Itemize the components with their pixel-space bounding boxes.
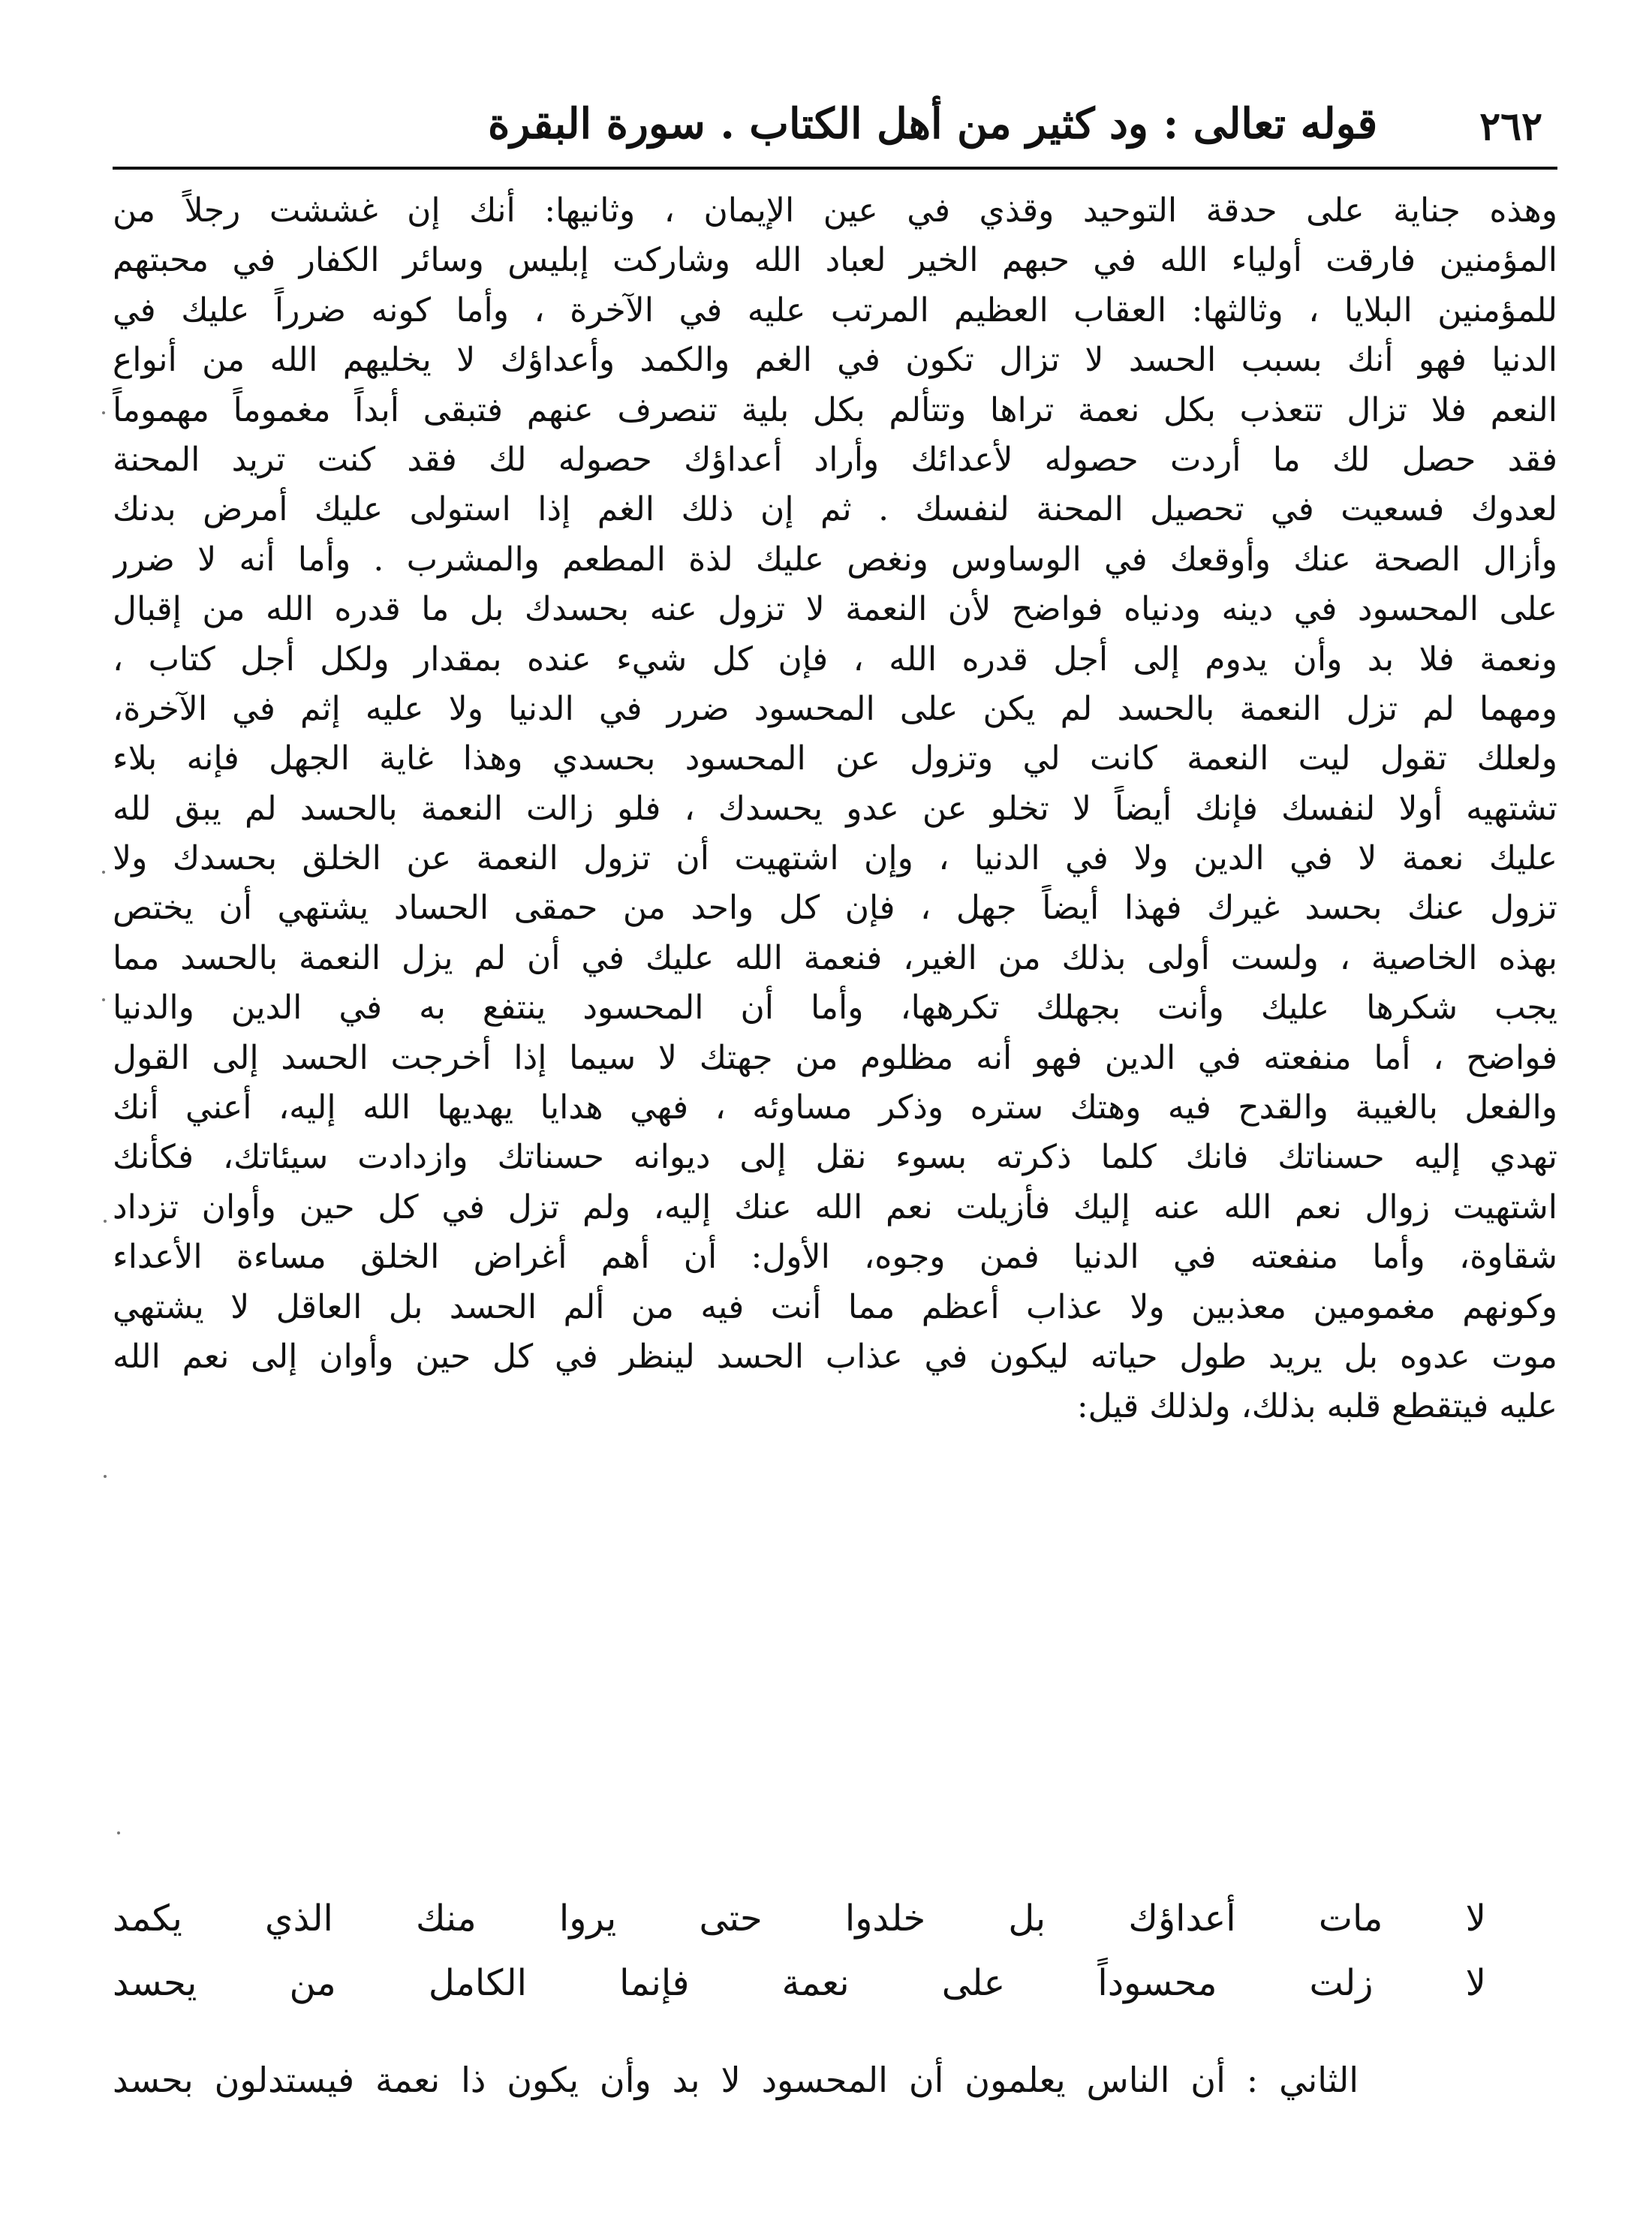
body-paragraph: [113, 188, 1557, 1434]
text-line: فواضح ، أما منفعته في الدين فهو أنه مظلوم من جهتك لا سيما إذا أخرجت الحسد إلى القول: [113, 1038, 1557, 1077]
text-line: وكونهم مغمومين معذبين ولا عذاب أعظم مما أنت فيه من ألم الحسد بل العاقل لا يشتهي: [113, 1287, 1557, 1326]
text-line: اشتهيت زوال نعم الله عنه إليك فأزيلت نعم الله عنك إليه، ولم تزل في كل حين وأوان تزداد: [113, 1187, 1557, 1226]
verse-word: لا: [1465, 1962, 1486, 2004]
verse-word: يروا: [558, 1897, 617, 1940]
verse-block: [113, 1891, 1486, 2021]
text-line: لعدوك فسعيت في تحصيل المحنة لنفسك . ثم إن ذلك الغم إذا استولى عليك أمرض بدنك: [113, 490, 1557, 529]
verse-word: الذي: [265, 1897, 333, 1940]
verse-word: بل: [1008, 1897, 1046, 1940]
text-line: ومهما لم تزل النعمة بالحسد لم يكن على المحسود ضرر في الدنيا ولا عليه إثم في الآخرة،: [113, 689, 1557, 728]
scan-speck: [102, 411, 105, 414]
text-line: النعم فلا تزال تتعذب بكل نعمة تراها وتتألم بكل بلية تنصرف عنهم فتبقى أبداً مغموماً مهموماً: [113, 390, 1557, 429]
verse-word: فإنما: [619, 1962, 690, 2004]
verse-word: لا: [1465, 1897, 1486, 1940]
text-line: موت عدوه بل يريد طول حياته ليكون في عذاب الحسد لينظر في كل حين وأوان إلى نعم الله: [113, 1337, 1557, 1376]
text-line: شقاوة، وأما منفعته في الدنيا فمن وجوه، الأول: أن أهم أغراض الخلق مساءة الأعداء: [113, 1238, 1557, 1277]
header-divider: [113, 167, 1557, 170]
text-line: فقد حصل لك ما أردت حصوله لأعدائك وأراد أعداؤك حصوله لك فقد كنت تريد المحنة: [113, 440, 1557, 479]
scan-speck: [104, 1475, 107, 1478]
text-line: عليه فيتقطع قلبه بذلك، ولذلك قيل:: [1076, 1387, 1557, 1426]
verse-word: من: [289, 1962, 336, 2004]
verse-word: مات: [1318, 1897, 1383, 1940]
verse-word: زلت: [1309, 1962, 1374, 2004]
text-line: وأزال الصحة عنك وأوقعك في الوساوس ونغص عليك لذة المطعم والمشرب . وأما أنه لا ضرر: [113, 540, 1557, 579]
verse-word: يكمد: [113, 1897, 182, 1940]
text-line: بهذه الخاصية ، ولست أولى بذلك من الغير، فنعمة الله عليك في أن لم يزل النعمة بالحسد مما: [113, 938, 1557, 977]
page-number: ٢٦٢: [1479, 104, 1542, 149]
text-line: تزول عنك بحسد غيرك فهذا أيضاً جهل ، فإن كل واحد من حمقى الحساد يشتهي أن يختص: [113, 889, 1557, 928]
verse-word: خلدوا: [844, 1897, 926, 1940]
verse-word: يحسد: [113, 1962, 197, 2004]
verse-word: أعداؤك: [1128, 1897, 1236, 1940]
text-line: تهدي إليه حسناتك فانك كلما ذكرته بسوء نقل إلى ديوانه حسناتك وازدادت سيئاتك، فكأنك: [113, 1138, 1557, 1177]
scan-speck: [104, 1220, 107, 1223]
text-line: عليك نعمة لا في الدين ولا في الدنيا ، وإن اشتهيت أن تزول النعمة عن الخلق بحسدك ولا: [113, 839, 1557, 878]
verse-line-1: [113, 1891, 1486, 1946]
running-title: قوله تعالى : ود كثير من أهل الكتاب . سورة البقرة: [488, 99, 1378, 149]
verse-word: محسوداً: [1097, 1962, 1217, 2004]
text-line: المؤمنين فارقت أولياء الله في حبهم الخير لعباد الله وشاركت إبليس وسائر الكفار في محبتهم: [113, 241, 1557, 280]
scan-speck: [102, 998, 105, 1001]
text-line: تشتهيه أولا لنفسك فإنك أيضاً لا تخلو عن عدو يحسدك ، فلو زالت النعمة بالحسد لم يبق لله: [113, 789, 1557, 828]
verse-word: الكامل: [428, 1962, 528, 2004]
verse-line-2: [113, 1956, 1486, 2010]
closing-line: الثاني : أن الناس يعلمون أن المحسود لا بد وأن يكون ذا نعمة فيستدلون بحسد: [113, 2060, 1359, 2100]
text-line: ونعمة فلا بد وأن يدوم إلى أجل قدره الله ، فإن كل شيء عنده بمقدار ولكل أجل كتاب ،: [113, 640, 1557, 679]
text-line: وهذه جناية على حدقة التوحيد وقذي في عين الإيمان ، وثانيها: أنك إن غششت رجلاً من: [113, 191, 1557, 230]
text-line: للمؤمنين البلايا ، وثالثها: العقاب العظيم المرتب عليه في الآخرة ، وأما كونه ضرراً عليك في: [113, 290, 1557, 330]
verse-word: منك: [416, 1897, 477, 1940]
running-header: [113, 90, 1557, 158]
text-line: على المحسود في دينه ودنياه فواضح لأن النعمة لا تزول عنه بحسدك بل ما قدره الله من إقبال: [113, 590, 1557, 629]
text-line: والفعل بالغيبة والقدح فيه وهتك ستره وذكر مساوئه ، فهي هدايا يهديها الله إليه، أعني أنك: [113, 1088, 1557, 1127]
text-line: يجب شكرها عليك وأنت بجهلك تكرهها، وأما أن المحسود ينتفع به في الدين والدنيا: [113, 989, 1557, 1028]
verse-word: حتى: [699, 1897, 763, 1940]
scan-speck: [102, 871, 105, 874]
verse-word: نعمة: [781, 1962, 850, 2004]
scan-speck: [117, 1831, 120, 1834]
text-line: ولعلك تقول ليت النعمة كانت لي وتزول عن المحسود بحسدي وهذا غاية الجهل فإنه بلاء: [113, 739, 1557, 778]
text-line: الدنيا فهو أنك بسبب الحسد لا تزال تكون في الغم والكمد وأعداؤك لا يخليهم الله من أنواع: [113, 341, 1557, 380]
verse-word: على: [941, 1962, 1006, 2004]
